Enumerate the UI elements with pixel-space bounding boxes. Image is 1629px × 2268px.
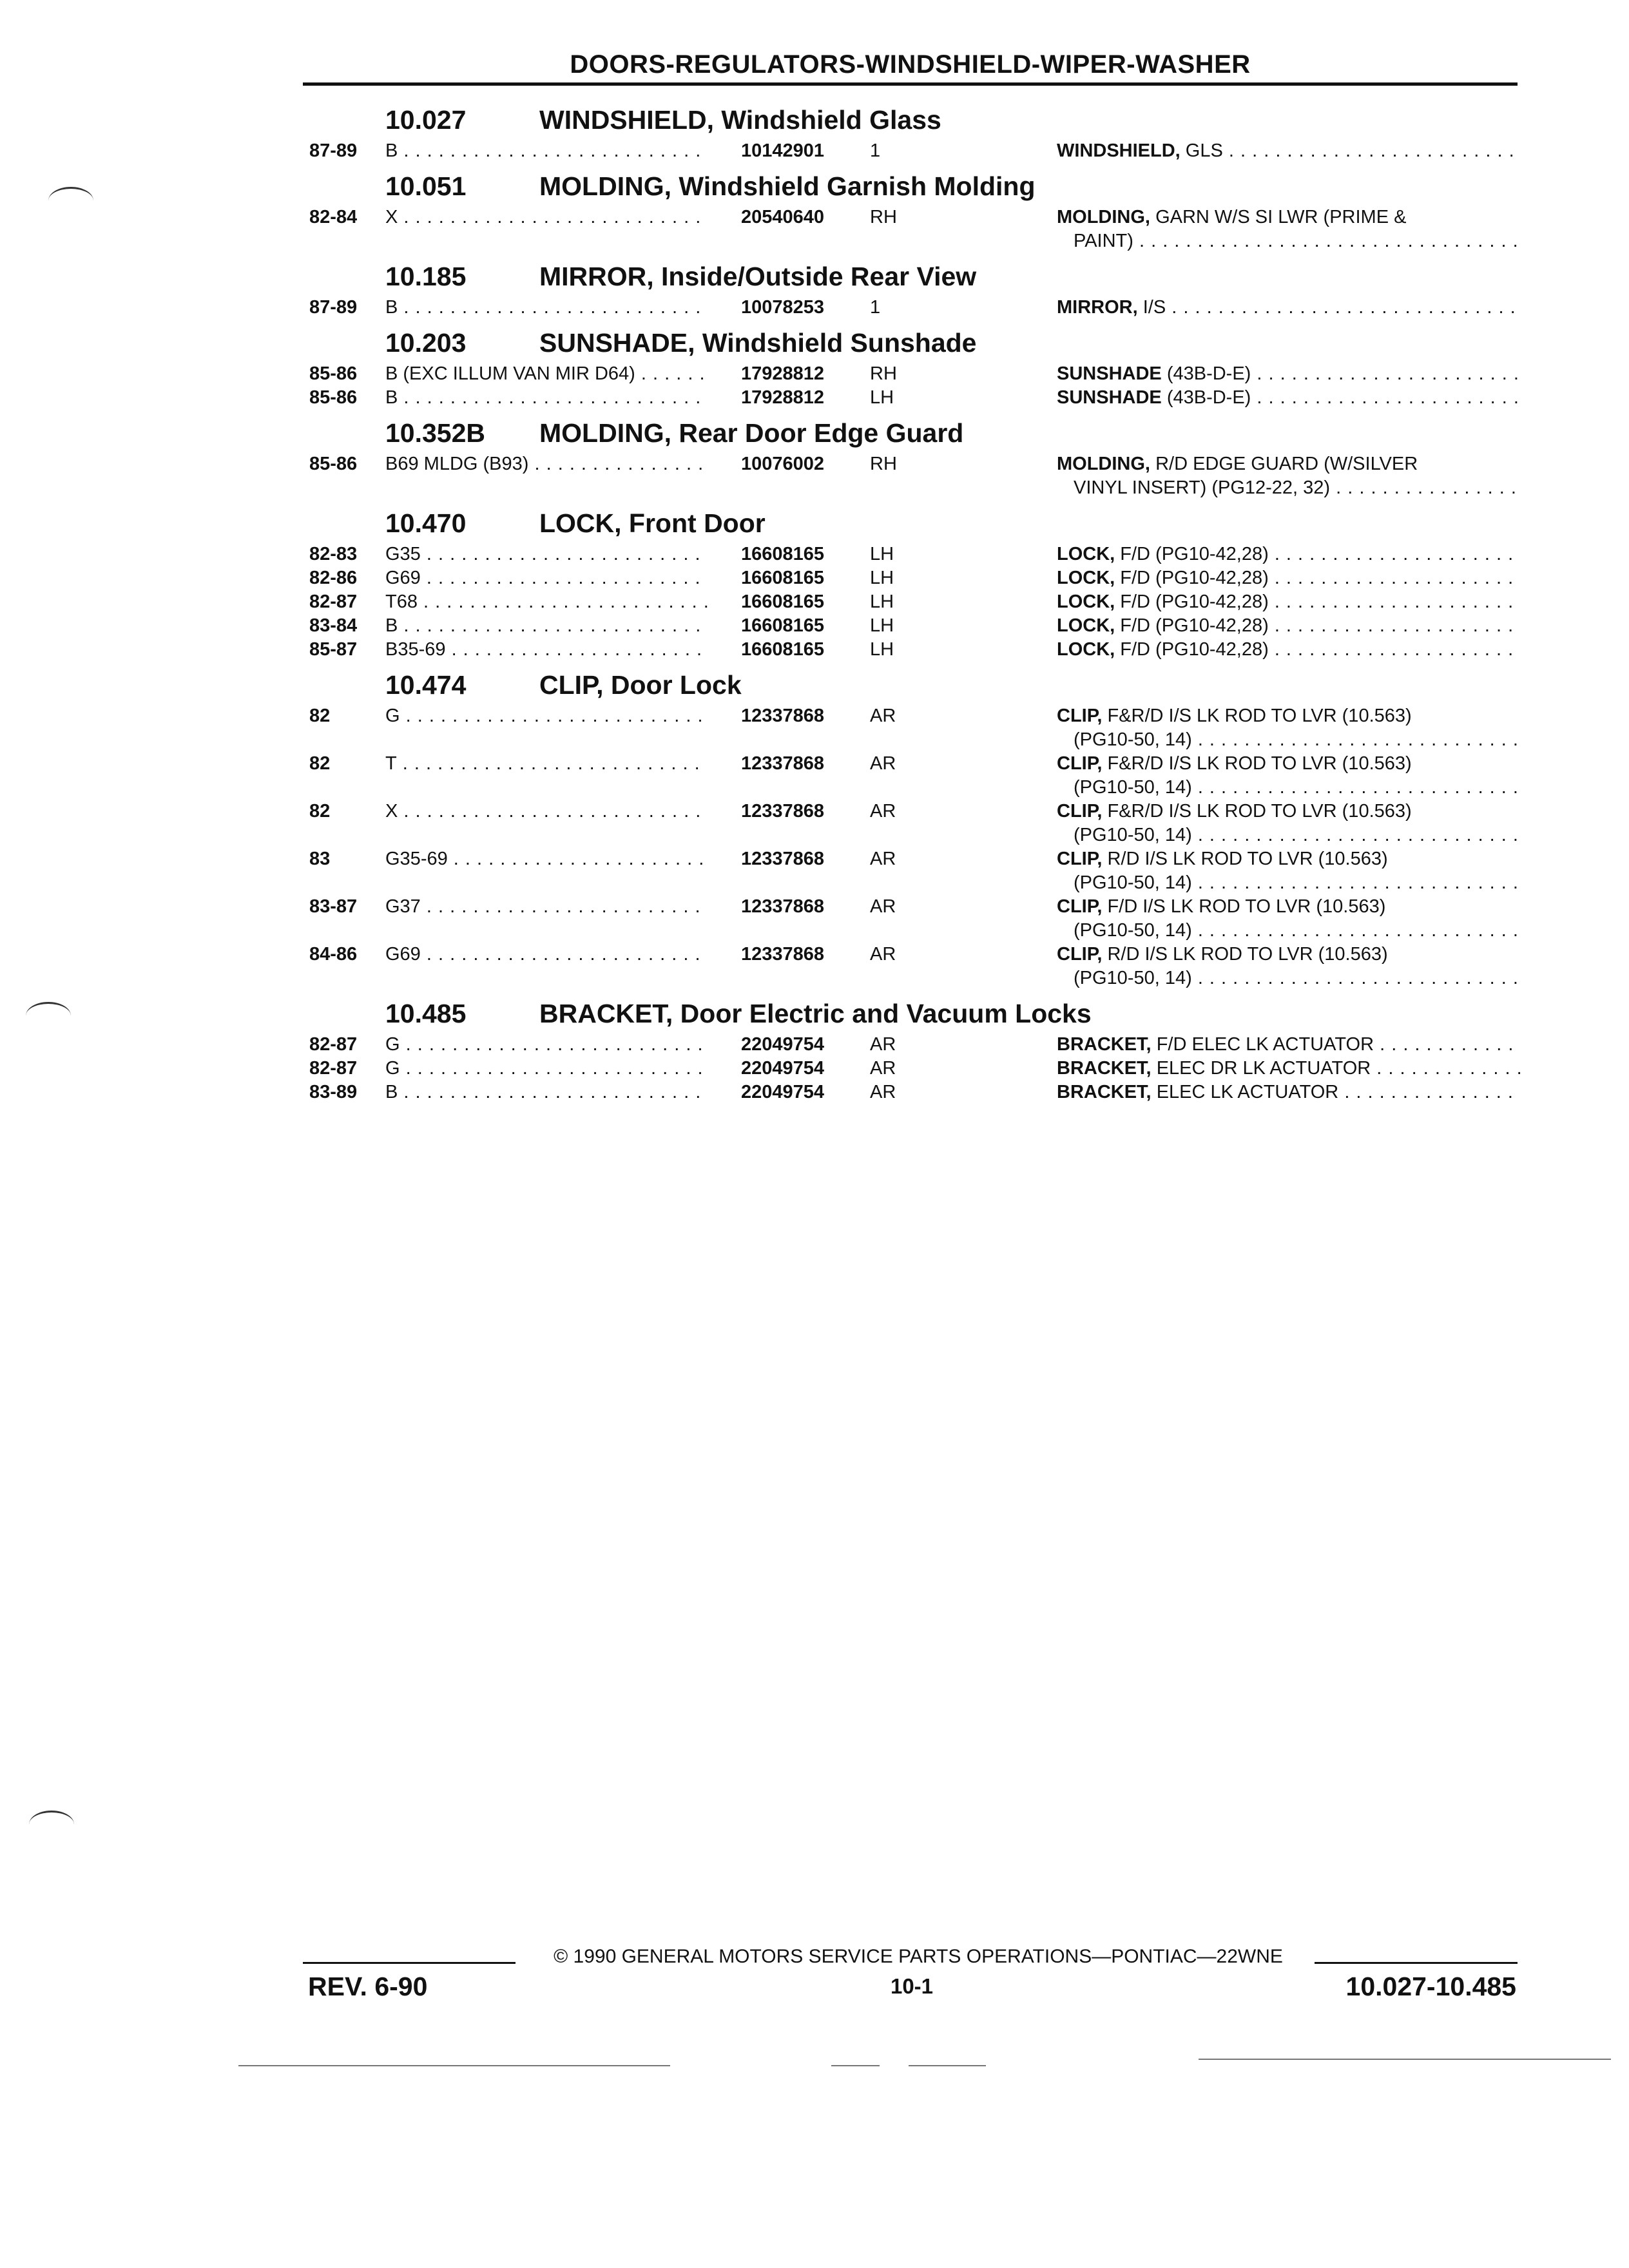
description-line [1057, 476, 1521, 500]
section-number: 10.352B [385, 418, 486, 448]
model-years: 83-87 [309, 896, 358, 917]
quantity: LH [870, 591, 894, 612]
part-description [1057, 800, 1521, 847]
usage-code: G . . . [385, 1033, 708, 1057]
section-number: 10.485 [385, 999, 467, 1028]
description-text: (PG10-50, 14) [1074, 872, 1192, 893]
usage-code: B . . . [385, 614, 708, 638]
scan-artifact-line [1199, 2059, 1611, 2060]
quantity: AR [870, 1082, 896, 1102]
parts-list [309, 95, 1521, 1104]
model-years: 85-86 [309, 387, 358, 408]
description-keyword: CLIP, [1057, 944, 1103, 965]
usage-code: B35-69 . . . [385, 638, 708, 662]
description-line [1057, 847, 1521, 871]
description-text: VINYL INSERT) (PG12-22, 32) [1074, 477, 1331, 498]
part-number: 12337868 [741, 706, 825, 726]
part-number: 16608165 [741, 591, 825, 612]
part-row [309, 1081, 1521, 1104]
quantity: LH [870, 568, 894, 588]
footer-rule-right [1315, 1962, 1518, 1964]
section-number: 10.185 [385, 262, 467, 291]
description-text: F/D (PG10-42,28) [1120, 615, 1269, 636]
part-row [309, 566, 1521, 590]
quantity: LH [870, 544, 894, 564]
description-keyword: SUNSHADE [1057, 363, 1162, 384]
quantity: AR [870, 896, 896, 917]
part-description [1057, 1033, 1521, 1057]
description-line [1057, 296, 1521, 320]
section-number: 10.470 [385, 508, 467, 538]
part-number: 17928812 [741, 387, 825, 408]
quantity: 1 [870, 140, 881, 161]
part-row [309, 206, 1521, 253]
description-keyword: MOLDING, [1057, 454, 1150, 474]
description-line [1057, 452, 1521, 476]
description-line [1057, 543, 1521, 566]
section-header [309, 500, 1521, 543]
usage-code: G . . . [385, 704, 708, 728]
part-row [309, 590, 1521, 614]
description-text: F&R/D I/S LK ROD TO LVR (10.563) [1107, 801, 1412, 822]
header-rule [303, 82, 1518, 86]
part-number: 22049754 [741, 1082, 825, 1102]
description-text: F/D I/S LK ROD TO LVR (10.563) [1107, 896, 1386, 917]
model-years: 85-86 [309, 363, 358, 384]
model-years: 82-83 [309, 544, 358, 564]
part-description [1057, 614, 1521, 638]
quantity: 1 [870, 297, 881, 318]
part-row [309, 943, 1521, 990]
usage-code: G35 . . . [385, 543, 708, 566]
part-description [1057, 895, 1521, 943]
description-line [1057, 728, 1521, 752]
description-text: (PG10-50, 14) [1074, 920, 1192, 941]
section-title: BRACKET, Door Electric and Vacuum Locks [539, 999, 1092, 1028]
usage-code: B . . . [385, 386, 708, 410]
part-row [309, 296, 1521, 320]
part-number: 17928812 [741, 363, 825, 384]
description-line [1057, 704, 1521, 728]
description-line [1057, 1033, 1521, 1057]
quantity: RH [870, 207, 897, 227]
footer-copyright: © 1990 GENERAL MOTORS SERVICE PARTS OPERATIONS—PONTIAC—22WNE [554, 1946, 1283, 1967]
section-header [309, 990, 1521, 1033]
part-row [309, 752, 1521, 800]
description-keyword: LOCK, [1057, 615, 1115, 636]
description-text: F/D ELEC LK ACTUATOR [1156, 1034, 1374, 1055]
part-row [309, 704, 1521, 752]
section-header [309, 163, 1521, 206]
quantity: LH [870, 639, 894, 660]
section-title: LOCK, Front Door [539, 508, 766, 538]
model-years: 83-84 [309, 615, 358, 636]
description-text: (PG10-50, 14) [1074, 777, 1192, 798]
usage-code: T68 . . . [385, 590, 708, 614]
description-text: GLS [1185, 140, 1223, 161]
description-keyword: WINDSHIELD, [1057, 140, 1181, 161]
usage-code: T . . . [385, 752, 708, 776]
model-years: 85-86 [309, 454, 358, 474]
scan-artifact-mark [48, 187, 93, 215]
model-years: 82 [309, 753, 331, 774]
quantity: RH [870, 363, 897, 384]
part-description [1057, 566, 1521, 590]
section-range: 10.027-10.485 [1345, 1972, 1516, 2001]
description-text: R/D I/S LK ROD TO LVR (10.563) [1107, 849, 1388, 869]
description-line [1057, 206, 1521, 229]
description-line [1057, 871, 1521, 895]
part-row [309, 1057, 1521, 1081]
description-text: ELEC LK ACTUATOR [1156, 1082, 1339, 1102]
model-years: 82-87 [309, 1034, 358, 1055]
part-number: 12337868 [741, 801, 825, 822]
part-number: 12337868 [741, 849, 825, 869]
section-header [309, 410, 1521, 452]
part-number: 12337868 [741, 896, 825, 917]
usage-code: B (EXC ILLUM VAN MIR D64) . . . [385, 362, 708, 386]
usage-code: G69 . . . [385, 943, 708, 966]
description-line [1057, 590, 1521, 614]
description-line [1057, 566, 1521, 590]
usage-code: B69 MLDG (B93) . . . [385, 452, 708, 476]
description-text: F/D (PG10-42,28) [1120, 544, 1269, 564]
part-description [1057, 752, 1521, 800]
part-description [1057, 296, 1521, 320]
part-row [309, 452, 1521, 500]
description-keyword: SUNSHADE [1057, 387, 1162, 408]
part-row [309, 386, 1521, 410]
part-number: 10078253 [741, 297, 825, 318]
model-years: 82-87 [309, 1058, 358, 1079]
scan-artifact-line [831, 2065, 880, 2066]
part-number: 22049754 [741, 1034, 825, 1055]
description-line [1057, 895, 1521, 919]
description-line [1057, 1081, 1521, 1104]
usage-code: G . . . [385, 1057, 708, 1081]
section-title: WINDSHIELD, Windshield Glass [539, 105, 941, 135]
model-years: 84-86 [309, 944, 358, 965]
section-number: 10.203 [385, 328, 467, 358]
description-text: (PG10-50, 14) [1074, 968, 1192, 988]
description-line [1057, 614, 1521, 638]
part-number: 16608165 [741, 639, 825, 660]
part-number: 20540640 [741, 207, 825, 227]
usage-code: X . . . [385, 800, 708, 823]
quantity: RH [870, 454, 897, 474]
part-number: 16608165 [741, 544, 825, 564]
footer-rule-left [303, 1962, 516, 1964]
part-number: 22049754 [741, 1058, 825, 1079]
part-description [1057, 543, 1521, 566]
part-description [1057, 704, 1521, 752]
part-description [1057, 943, 1521, 990]
description-line [1057, 776, 1521, 800]
part-description [1057, 206, 1521, 253]
description-text: (43B-D-E) [1166, 363, 1251, 384]
part-description [1057, 362, 1521, 386]
part-description [1057, 452, 1521, 500]
revision-label: REV. 6-90 [308, 1972, 428, 2001]
part-description [1057, 386, 1521, 410]
description-text: ELEC DR LK ACTUATOR [1156, 1058, 1371, 1079]
usage-code: B . . . [385, 1081, 708, 1104]
scan-artifact-mark [29, 1811, 74, 1838]
part-row [309, 1033, 1521, 1057]
section-number: 10.474 [385, 670, 467, 700]
section-number: 10.027 [385, 105, 467, 135]
section-title: CLIP, Door Lock [539, 670, 742, 700]
part-number: 12337868 [741, 944, 825, 965]
quantity: AR [870, 849, 896, 869]
part-number: 10142901 [741, 140, 825, 161]
part-row [309, 895, 1521, 943]
description-line [1057, 362, 1521, 386]
part-number: 12337868 [741, 753, 825, 774]
description-text: F/D (PG10-42,28) [1120, 639, 1269, 660]
part-number: 10076002 [741, 454, 825, 474]
part-description [1057, 590, 1521, 614]
description-keyword: CLIP, [1057, 706, 1103, 726]
model-years: 82 [309, 706, 331, 726]
description-line [1057, 229, 1521, 253]
description-line [1057, 800, 1521, 823]
model-years: 82-87 [309, 591, 358, 612]
description-text: F/D (PG10-42,28) [1120, 591, 1269, 612]
part-number: 16608165 [741, 568, 825, 588]
description-keyword: LOCK, [1057, 568, 1115, 588]
model-years: 83-89 [309, 1082, 358, 1102]
description-line [1057, 638, 1521, 662]
description-text: (PG10-50, 14) [1074, 825, 1192, 845]
scan-artifact-mark [26, 1002, 71, 1030]
description-text: (43B-D-E) [1166, 387, 1251, 408]
part-row [309, 800, 1521, 847]
part-row [309, 638, 1521, 662]
part-description [1057, 1081, 1521, 1104]
section-header [309, 253, 1521, 296]
description-text: R/D I/S LK ROD TO LVR (10.563) [1107, 944, 1388, 965]
part-description [1057, 139, 1521, 163]
page-number: 10-1 [890, 1974, 934, 1998]
usage-code: G69 . . . [385, 566, 708, 590]
model-years: 82-86 [309, 568, 358, 588]
description-keyword: LOCK, [1057, 639, 1115, 660]
usage-code: G35-69 . . . [385, 847, 708, 871]
description-keyword: CLIP, [1057, 896, 1103, 917]
description-text: I/S [1142, 297, 1166, 318]
description-text: (PG10-50, 14) [1074, 729, 1192, 750]
quantity: AR [870, 801, 896, 822]
section-title: MOLDING, Rear Door Edge Guard [539, 418, 964, 448]
description-line [1057, 1057, 1521, 1081]
part-number: 16608165 [741, 615, 825, 636]
description-keyword: CLIP, [1057, 801, 1103, 822]
page-title: DOORS-REGULATORS-WINDSHIELD-WIPER-WASHER [570, 50, 1251, 79]
description-line [1057, 919, 1521, 943]
part-description [1057, 847, 1521, 895]
part-description [1057, 638, 1521, 662]
description-text: F&R/D I/S LK ROD TO LVR (10.563) [1107, 753, 1412, 774]
quantity: LH [870, 387, 894, 408]
part-row [309, 543, 1521, 566]
quantity: AR [870, 753, 896, 774]
description-text: PAINT) [1074, 231, 1133, 251]
description-keyword: MIRROR, [1057, 297, 1138, 318]
section-header [309, 95, 1521, 139]
quantity: LH [870, 615, 894, 636]
section-number: 10.051 [385, 171, 467, 201]
usage-code: G37 . . . [385, 895, 708, 919]
description-line [1057, 823, 1521, 847]
model-years: 87-89 [309, 297, 358, 318]
section-header [309, 320, 1521, 362]
description-keyword: BRACKET, [1057, 1034, 1152, 1055]
description-line [1057, 139, 1521, 163]
quantity: AR [870, 944, 896, 965]
description-line [1057, 386, 1521, 410]
description-keyword: MOLDING, [1057, 207, 1150, 227]
part-row [309, 362, 1521, 386]
usage-code: B . . . [385, 296, 708, 320]
section-header [309, 662, 1521, 704]
part-description [1057, 1057, 1521, 1081]
description-line [1057, 966, 1521, 990]
section-title: MOLDING, Windshield Garnish Molding [539, 171, 1036, 201]
description-keyword: LOCK, [1057, 591, 1115, 612]
description-keyword: BRACKET, [1057, 1058, 1152, 1079]
description-text: F/D (PG10-42,28) [1120, 568, 1269, 588]
description-keyword: LOCK, [1057, 544, 1115, 564]
description-text: R/D EDGE GUARD (W/SILVER [1155, 454, 1418, 474]
description-line [1057, 752, 1521, 776]
part-row [309, 139, 1521, 163]
quantity: AR [870, 1058, 896, 1079]
model-years: 83 [309, 849, 331, 869]
usage-code: B . . . [385, 139, 708, 163]
quantity: AR [870, 1034, 896, 1055]
model-years: 85-87 [309, 639, 358, 660]
description-keyword: CLIP, [1057, 753, 1103, 774]
description-text: GARN W/S SI LWR (PRIME & [1155, 207, 1407, 227]
scan-artifact-line [909, 2065, 986, 2066]
section-title: SUNSHADE, Windshield Sunshade [539, 328, 977, 358]
section-title: MIRROR, Inside/Outside Rear View [539, 262, 977, 291]
model-years: 82-84 [309, 207, 358, 227]
quantity: AR [870, 706, 896, 726]
description-line [1057, 943, 1521, 966]
description-text: F&R/D I/S LK ROD TO LVR (10.563) [1107, 706, 1412, 726]
part-row [309, 847, 1521, 895]
description-keyword: BRACKET, [1057, 1082, 1152, 1102]
model-years: 87-89 [309, 140, 358, 161]
scan-artifact-line [238, 2065, 670, 2066]
model-years: 82 [309, 801, 331, 822]
part-row [309, 614, 1521, 638]
description-keyword: CLIP, [1057, 849, 1103, 869]
usage-code: X . . . [385, 206, 708, 229]
